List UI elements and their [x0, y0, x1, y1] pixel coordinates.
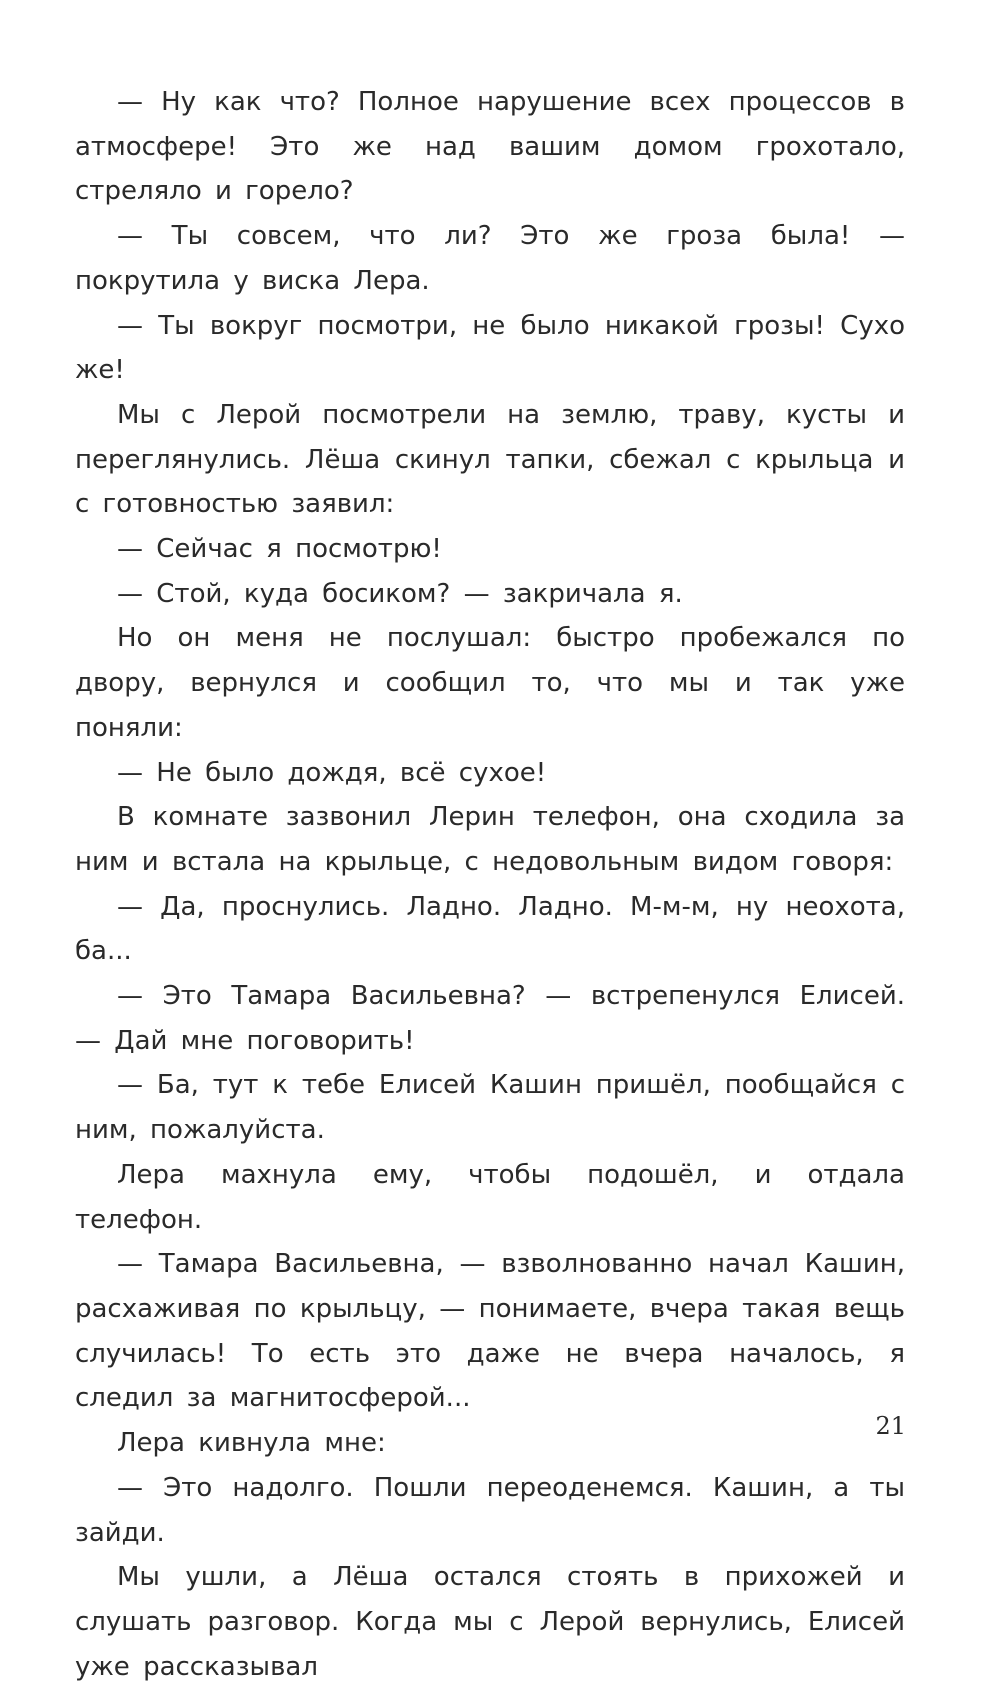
- paragraph: — Ну как что? Полное нарушение всех процессов в атмосфере! Это же над вашим домом грохотало, стреляло и горело?: [75, 87, 905, 207]
- paragraph: — Ба, тут к тебе Елисей Кашин пришёл, пообщайся с ним, пожалуйста.: [75, 1070, 905, 1146]
- paragraph: Лера махнула ему, чтобы подошёл, и отдала телефон.: [75, 1159, 905, 1235]
- paragraph: — Не было дождя, всё сухое!: [117, 757, 547, 788]
- paragraph: В комнате зазвонил Лерин телефон, она сходила за ним и встала на крыльце, с недовольным видом говоря:: [75, 802, 905, 877]
- paragraph: — Ты совсем, что ли? Это же гроза была! — покрутила у виска Лера.: [75, 221, 905, 296]
- paragraph: Мы с Лерой посмотрели на землю, траву, кусты и переглянулись. Лёша скинул тапки, сбежал с крыльца и с готовностью заявил:: [75, 399, 905, 520]
- paragraph: — Ты вокруг посмотри, не было никакой грозы! Сухо же!: [75, 310, 905, 386]
- page-text: [75, 80, 905, 1689]
- paragraph: — Это надолго. Пошли переоденемся. Кашин, а ты зайди.: [75, 1472, 905, 1548]
- paragraph: — Стой, куда босиком? — закричала я.: [117, 578, 683, 609]
- paragraph: Но он меня не послушал: быстро пробежался по двору, вернулся и сообщил то, что мы и так уже поняли:: [75, 623, 905, 743]
- paragraph: Мы ушли, а Лёша остался стоять в прихожей и слушать разговор. Когда мы с Лерой вернулись, Елисей уже рассказывал: [75, 1562, 905, 1682]
- paragraph: — Это Тамара Васильевна? — встрепенулся Елисей. — Дай мне поговорить!: [75, 981, 905, 1056]
- paragraph: — Тамара Васильевна, — взволнованно начал Кашин, расхаживая по крыльцу, — понимаете, вчера такая вещь случилась! То есть это даже не вчера началось, я следил за магнитосферой...: [75, 1249, 905, 1414]
- paragraph: — Да, проснулись. Ладно. Ладно. М-м-м, ну неохота, ба...: [75, 891, 905, 967]
- paragraph: — Сейчас я посмотрю!: [117, 534, 442, 565]
- paragraph: Лера кивнула мне:: [117, 1428, 386, 1459]
- page-number: 21: [875, 1412, 906, 1440]
